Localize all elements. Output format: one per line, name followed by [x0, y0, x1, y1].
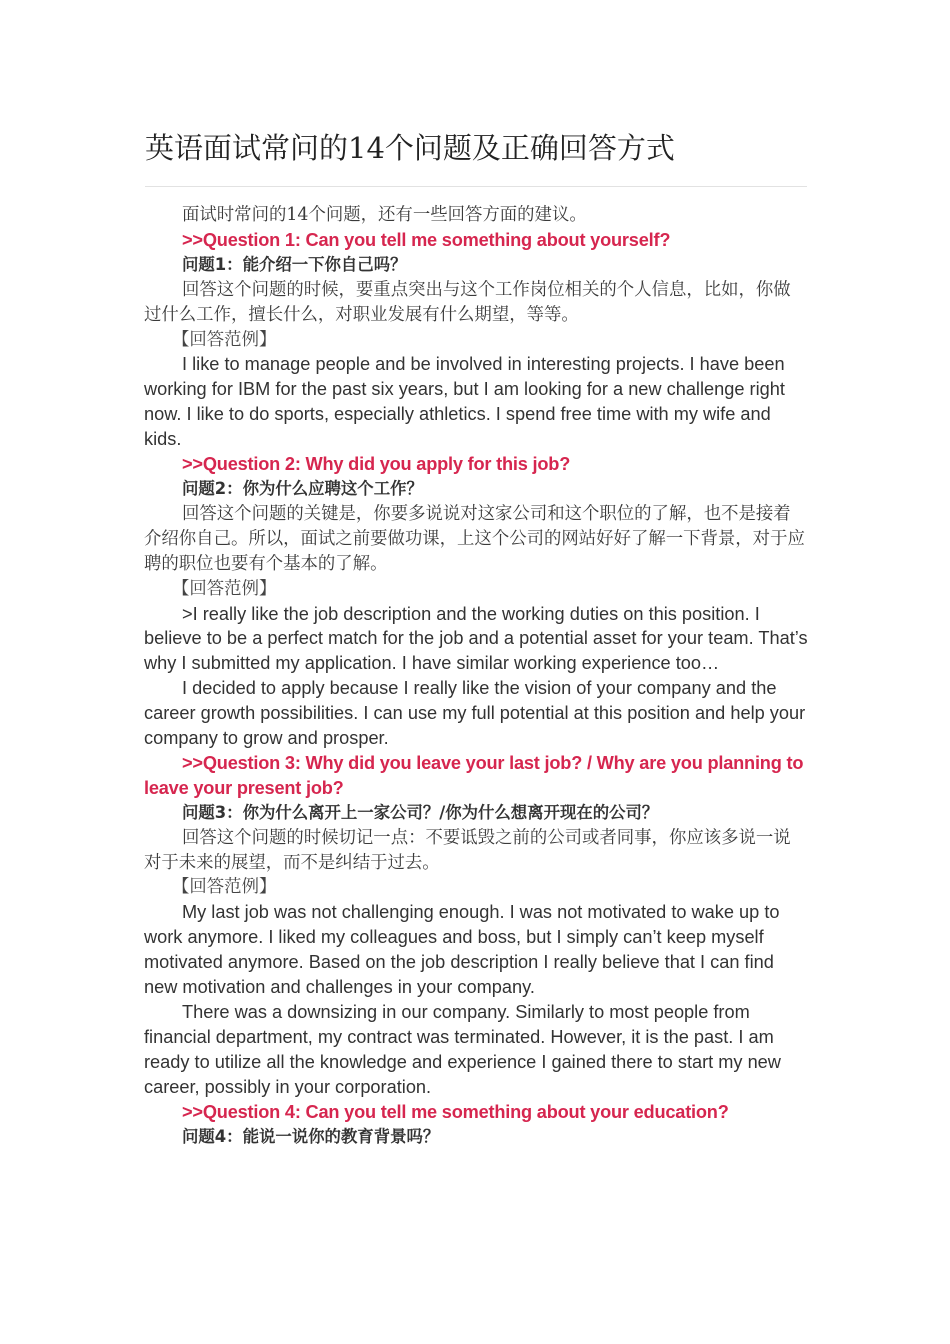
question-1-cn: 问题1：能介绍一下你自己吗？ — [182, 254, 407, 274]
question-2-cn: 问题2：你为什么应聘这个工作？ — [182, 478, 423, 498]
question-1-advice: 回答这个问题的时候，要重点突出与这个工作岗位相关的个人信息，比如，你做过什么工作，擅长什么，对职业发展有什么期望，等等。 — [144, 279, 791, 325]
question-3-advice: 回答这个问题的时候切记一点：不要诋毁之前的公司或者同事，你应该多说一说对于未来的展望，而不是纠结于过去。 — [144, 827, 791, 873]
question-3-en: >>Question 3: Why did you leave your last job? / Why are you planning to leave your present job? — [144, 752, 804, 798]
page-title: 英语面试常问的14个问题及正确回答方式 — [145, 131, 675, 165]
question-2-en: >>Question 2: Why did you apply for this job? — [182, 454, 571, 475]
question-2-sample-2: I decided to apply because I really like the vision of your company and the career growth possibilities. I can use my full potential at this position and help your company to grow and prosper. — [144, 678, 806, 749]
question-4-en: >>Question 4: Can you tell me something about your education? — [182, 1101, 729, 1122]
question-1-sample-1: I like to manage people and be involved in interesting projects. I have been working for IBM for the past six years, but I am looking for a new challenge right now. I like to do sports, especially athletics. I spend free time with my wife and kids. — [144, 354, 785, 450]
question-1-en: >>Question 1: Can you tell me something about yourself? — [182, 229, 671, 250]
sample-tag: 【回答范例】 — [172, 877, 277, 898]
title-divider — [145, 186, 807, 187]
question-4-cn: 问题4：能说一说你的教育背景吗？ — [182, 1126, 440, 1146]
article-body — [144, 203, 808, 1149]
sample-tag: 【回答范例】 — [172, 578, 277, 599]
intro-paragraph: 面试时常问的14个问题，还有一些回答方面的建议。 — [182, 205, 587, 225]
sample-tag: 【回答范例】 — [172, 329, 277, 350]
question-2-sample-1: >I really like the job description and the working duties on this position. I believe to be a perfect match for the job and a potential asset for your team. That’s why I submitted my application. I have similar working experience too… — [144, 603, 808, 674]
question-3-sample-1: My last job was not challenging enough. I was not motivated to wake up to work anymore. I liked my colleagues and boss, but I simply can’t keep myself motivated anymore. Based on the job description I really believe that I can find new motivation and challenges in your company. — [144, 902, 780, 998]
question-2-advice: 回答这个问题的关键是，你要多说说对这家公司和这个职位的了解，也不是接着介绍你自己。所以，面试之前要做功课，上这个公司的网站好好了解一下背景，对于应聘的职位也要有个基本的了解。 — [144, 503, 805, 574]
question-3-sample-2: There was a downsizing in our company. Similarly to most people from financial department, my contract was terminated. However, it is the past. I am ready to utilize all the knowledge and experience I gained there to start my new career, possibly in your corporation. — [144, 1002, 781, 1097]
question-3-cn: 问题3：你为什么离开上一家公司？/你为什么想离开现在的公司？ — [182, 802, 659, 822]
